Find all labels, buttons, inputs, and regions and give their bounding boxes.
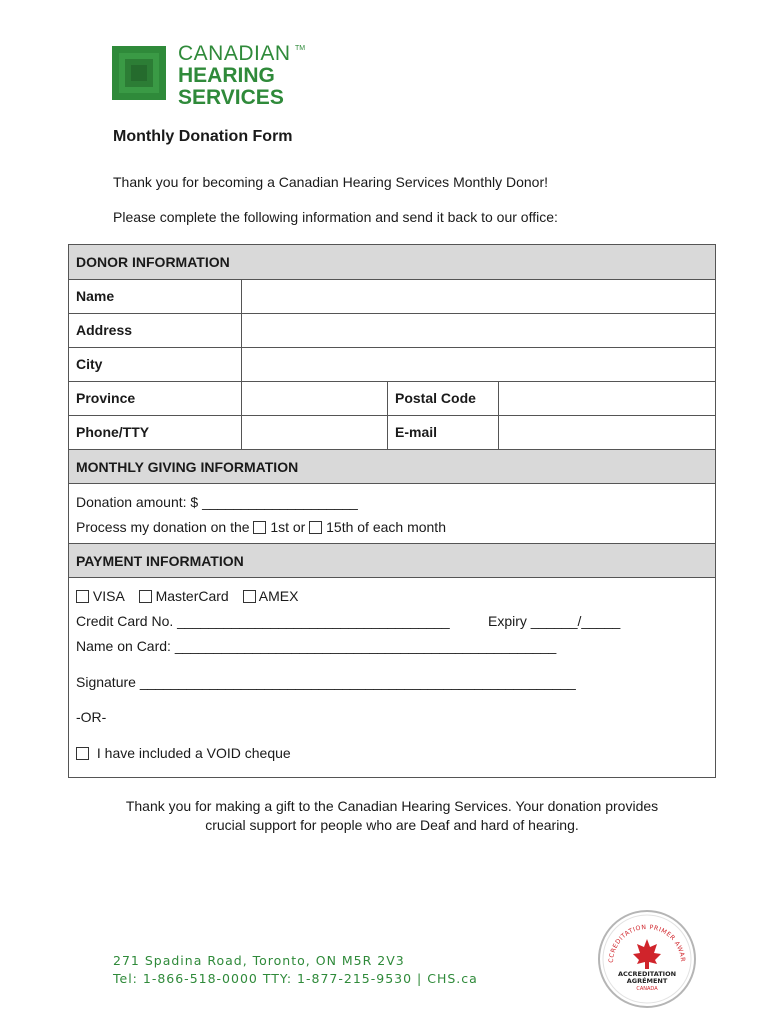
city-row [69,347,715,381]
seal-line-1: ACCREDITATION [617,970,677,978]
name-field[interactable] [241,280,715,313]
accreditation-seal [597,909,697,1009]
seal-line-3: CANADA [636,986,658,992]
seal-arc-text: CCREDITATION PRIMER AWAR [607,923,687,964]
page-title: Monthly Donation Form [113,128,293,145]
address-label: Address [76,322,133,338]
card-number-field[interactable]: Credit Card No. ___________________________________ [76,613,450,629]
signature-field[interactable]: Signature ________________________________________________________ [76,674,576,690]
thank-you-note: Thank you for making a gift to the Canadian Hearing Services. Your donation provides crucial support for people who are Deaf and hard of hearing. [125,798,659,833]
donation-amount-field[interactable]: Donation amount: $ ____________________ [76,494,358,510]
option-15th-label: 15th of each month [326,519,446,535]
checkbox-1st[interactable] [253,521,266,534]
payment-section-header: PAYMENT INFORMATION [69,543,715,577]
checkbox-void-cheque[interactable] [76,747,89,760]
city-label: City [76,356,103,372]
donor-section-header: DONOR INFORMATION [69,245,715,279]
amex-label: AMEX [258,588,299,604]
phone-label: Phone/TTY [76,424,150,440]
address-field[interactable] [241,314,715,347]
checkbox-mastercard[interactable] [139,590,152,603]
footer-address: 271 Spadina Road, Toronto, ON M5R 2V3 [113,953,405,968]
void-cheque-line [76,745,291,761]
card-type-line [76,588,298,604]
giving-section-header: MONTHLY GIVING INFORMATION [69,449,715,483]
phone-row [69,415,715,449]
postal-code-label: Postal Code [387,382,498,415]
expiry-field[interactable]: Expiry ______/_____ [488,613,621,629]
intro-line-1: Thank you for becoming a Canadian Hearing Services Monthly Donor! [113,174,549,190]
address-row [69,313,715,347]
name-row [69,279,715,313]
footer-contact [113,952,478,988]
payment-section-body [69,577,715,777]
footer-phone: Tel: 1-866-518-0000 TTY: 1-877-215-9530 | CHS.ca [113,971,478,986]
phone-field[interactable] [241,416,387,449]
name-on-card-field[interactable]: Name on Card: _________________________________________________ [76,638,557,654]
or-separator: -OR- [76,709,107,725]
donation-form-table [68,244,716,778]
province-field[interactable] [241,382,387,415]
email-field[interactable] [498,416,715,449]
visa-label: VISA [92,588,125,604]
intro-line-2: Please complete the following information and send it back to our office: [113,209,558,225]
giving-section-body [69,483,715,543]
checkbox-visa[interactable] [76,590,89,603]
seal-line-2: AGRÉMENT [626,977,668,985]
postal-code-field[interactable] [498,382,715,415]
process-date-line [76,519,446,535]
mastercard-label: MasterCard [155,588,229,604]
void-cheque-label: I have included a VOID cheque [96,745,291,761]
checkbox-amex[interactable] [243,590,256,603]
checkbox-15th[interactable] [309,521,322,534]
name-label: Name [76,288,115,304]
city-field[interactable] [241,348,715,381]
logo-mark [112,46,166,100]
email-label: E-mail [387,416,498,449]
province-row [69,381,715,415]
option-1st-label: 1st or [270,519,306,535]
logo-wordmark: CANADIAN HEARING SERVICES TM [178,42,306,109]
province-label: Province [76,390,136,406]
process-prefix: Process my donation on the [76,519,250,535]
